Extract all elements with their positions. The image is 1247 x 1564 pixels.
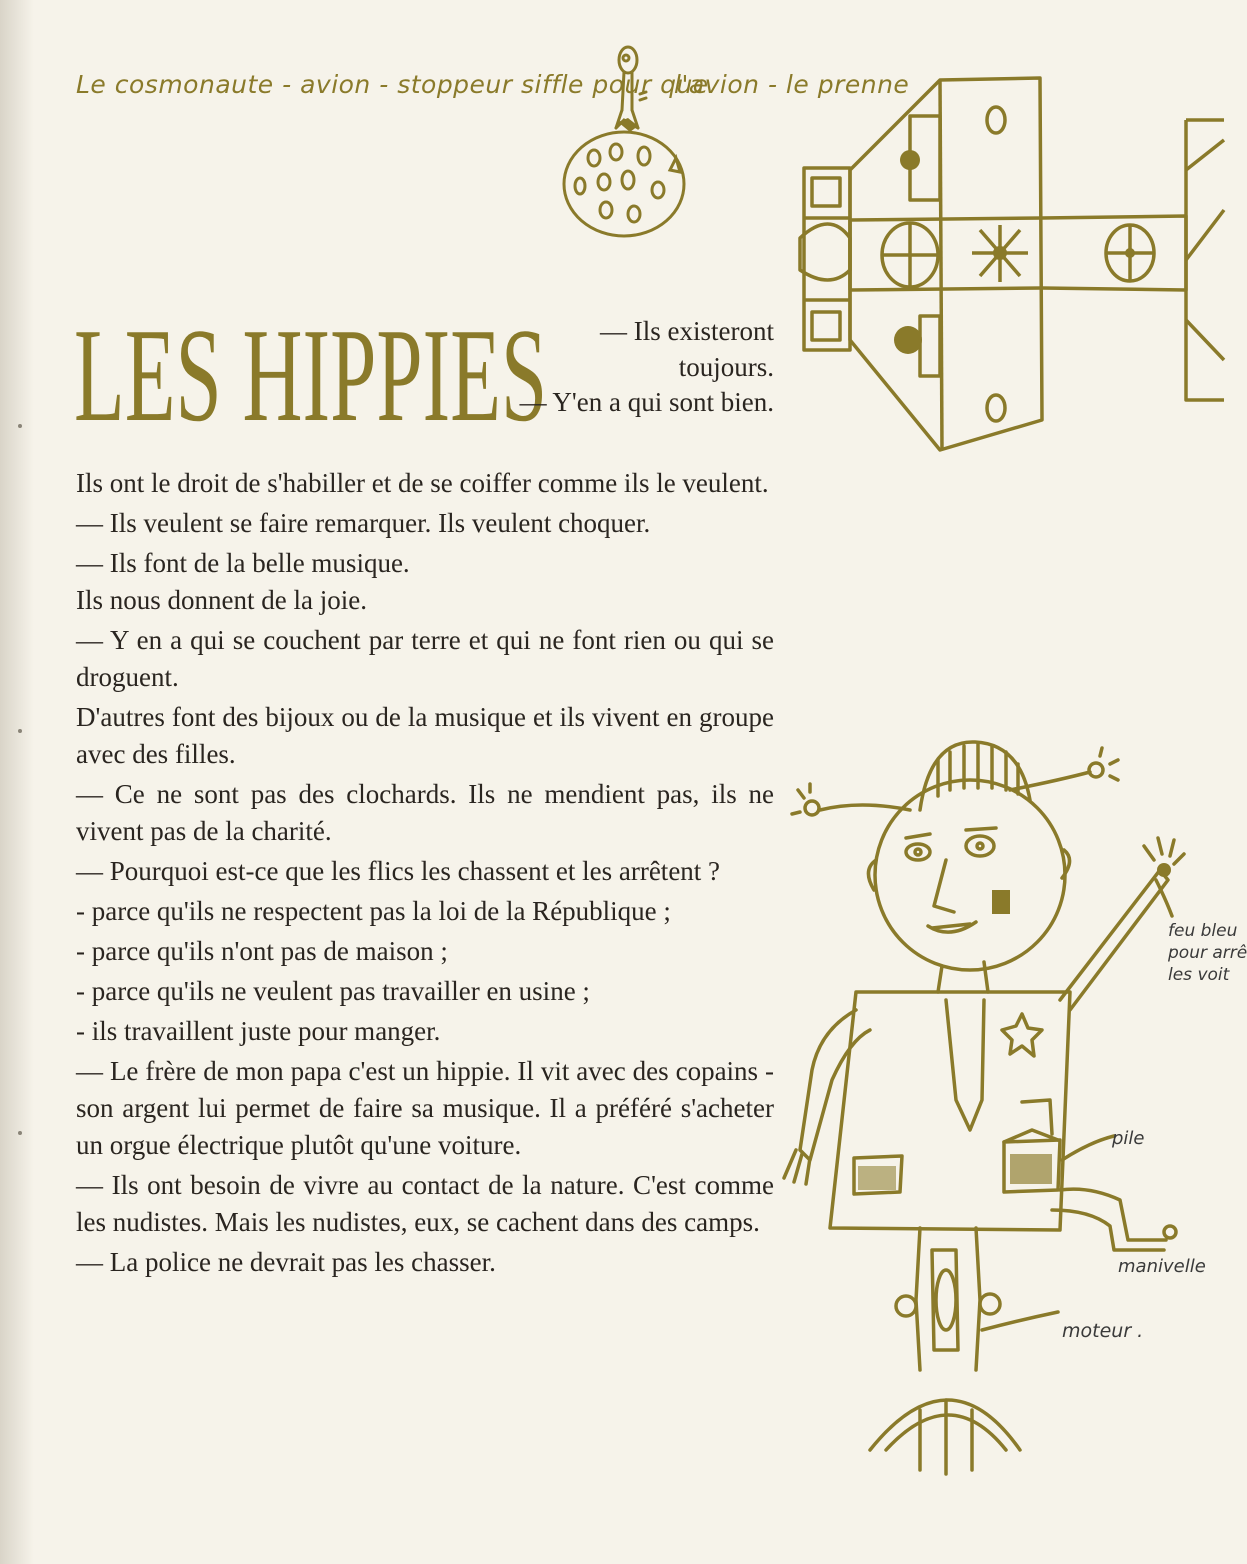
paragraph: — Ils font de la belle musique. (76, 548, 410, 578)
binding-hole (18, 1131, 22, 1135)
intro-quotes (500, 314, 774, 421)
paragraph: D'autres font des bijoux ou de la musique et ils vivent en groupe avec des filles. (76, 702, 774, 769)
paragraph: — Ils veulent se faire remarquer. Ils veulent choquer. (76, 508, 651, 538)
paragraph: — Pourquoi est-ce que les flics les chassent et les arrêtent ? (76, 856, 721, 886)
airplane-drawing (790, 60, 1224, 460)
binding-hole (18, 424, 22, 428)
paragraph: - parce qu'ils n'ont pas de maison ; (76, 936, 448, 966)
label-feu-bleu (1168, 920, 1247, 986)
paragraph: - parce qu'ils ne respectent pas la loi de la République ; (76, 896, 671, 926)
page-gutter-shadow (0, 0, 34, 1564)
paragraph: — Le frère de mon papa c'est un hippie. Il vit avec des copains - son argent lui permet de faire sa musique. Il a préféré s'acheter un orgue électrique plutôt qu'une voiture. (76, 1056, 774, 1160)
label-feu-bleu-line: feu bleu (1168, 921, 1238, 941)
paragraph: - ils travaillent juste pour manger. (76, 1016, 441, 1046)
label-pile: pile (1112, 1128, 1145, 1149)
binding-hole (18, 729, 22, 733)
article-body (76, 465, 774, 1284)
label-manivelle: manivelle (1118, 1256, 1206, 1277)
paragraph: Ils nous donnent de la joie. (76, 585, 367, 615)
robot-figure-drawing (770, 730, 1224, 1490)
paragraph: — Ils ont besoin de vivre au contact de la nature. C'est comme les nudistes. Mais les nudistes, eux, se cachent dans des camps. (76, 1170, 774, 1237)
paragraph: - parce qu'ils ne veulent pas travailler en usine ; (76, 976, 590, 1006)
intro-quote-2: — Y'en a qui sont bien. (519, 387, 774, 417)
paragraph: — Ce ne sont pas des clochards. Ils ne mendient pas, ils ne vivent pas de la charité. (76, 779, 774, 846)
page-title: LES HIPPIES (74, 301, 548, 449)
label-moteur: moteur . (1062, 1320, 1144, 1342)
caption-part-1: Le cosmonaute - avion - stoppeur siffle pour que (76, 70, 709, 99)
paragraph: — Y en a qui se couchent par terre et qui ne font rien ou qui se droguent. (76, 625, 774, 692)
label-feu-bleu-line: pour arrê (1168, 943, 1247, 963)
intro-quote-1: — Ils existeront toujours. (600, 316, 774, 382)
cosmonaut-drawing (560, 40, 700, 250)
caption-part-2: l'avion - le prenne (674, 70, 910, 99)
label-feu-bleu-line: les voit (1168, 965, 1230, 985)
paragraph: Ils ont le droit de s'habiller et de se coiffer comme ils le veulent. (76, 468, 769, 498)
paragraph: — La police ne devrait pas les chasser. (76, 1247, 496, 1277)
